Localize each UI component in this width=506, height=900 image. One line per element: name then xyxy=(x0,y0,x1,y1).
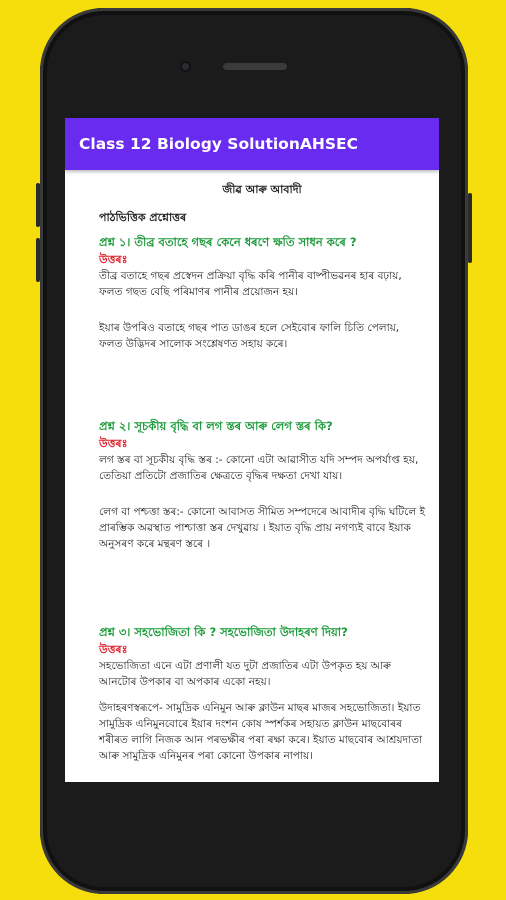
app-bar xyxy=(65,118,439,170)
question-block xyxy=(99,624,425,764)
content-scroll[interactable] xyxy=(65,170,439,764)
question-2: প্ৰশ্ন ২। সূচকীয় বৃদ্ধি বা লগ স্তৰ আৰু লেগ স্তৰ কি? xyxy=(99,419,333,433)
question-block xyxy=(99,418,425,552)
question-block xyxy=(99,234,425,352)
volume-up-button xyxy=(36,183,40,227)
answer-1-paragraph-1: তীব্ৰ বতাহে গছৰ প্ৰস্বেদন প্ৰক্ৰিয়া বৃদ্ধি কৰি পানীৰ বাষ্পীভৱনৰ হাৰ বঢ়ায়, ফলত গছত বেছি পৰিমাণৰ পানীৰ প্ৰয়োজন হয়। xyxy=(99,270,402,298)
power-button xyxy=(468,193,472,263)
earpiece-speaker xyxy=(223,63,287,70)
section-subtitle: পাঠভিত্তিক প্ৰশ্নোত্তৰ xyxy=(99,211,187,224)
front-camera xyxy=(180,61,191,72)
answer-label-1: উত্তৰঃ xyxy=(99,253,128,266)
answer-label-3: উত্তৰঃ xyxy=(99,643,128,656)
answer-label-2: উত্তৰঃ xyxy=(99,437,128,450)
answer-2-paragraph-1: লগ স্তৰ বা সূচকীয় বৃদ্ধি স্তৰ :- কোনো এটা আৱাসীত যদি সম্পদ অপৰ্যাপ্ত হয়, তেতিয়া প্ৰতিটো প্ৰজাতিৰ ক্ষেত্ৰতে বৃদ্ধিৰ দক্ষতা দেখা যায়। xyxy=(99,454,419,482)
answer-3-paragraph-2: উদাহৰণস্বৰূপে- সামুদ্ৰিক এনিমুন আৰু ক্লাউন মাছৰ মাজৰ সহভোজিতা। ইয়াত সামুদ্ৰিক এনিমুনবোৰে ইয়াৰ দংশন কোষ স্পৰ্শকৰ সহায়ত ক্লাউন মাছবোৰৰ শৰীৰত লাগি নিজক আন পৰভক্ষীৰ পৰা ৰক্ষা কৰে। ইয়াত মাছবোৰ আশ্ৰয়দাতা আৰু সামুদ্ৰিক এনিমুনৰ পৰা কোনো উপকাৰ নাপায়। xyxy=(99,702,423,762)
chapter-title: জীৱ আৰু আবাদী xyxy=(222,183,302,196)
answer-3-paragraph-1: সহভোজিতা এনে এটা প্ৰণালী যত দুটা প্ৰজাতিৰ এটা উপকৃত হয় আৰু আনটোৰ উপকাৰ বা অপকাৰ একো নহয়। xyxy=(99,660,391,688)
answer-2-paragraph-2: লেগ বা পশ্চত্তা স্তৰ:- কোনো আবাসত সীমিত সম্পদেৰে আবাদীৰ বৃদ্ধি ঘটিলে ই প্ৰাৰম্ভিক অৱস্থাত পাশ্চাত্তা স্তৰ দেখুৱায় । ইয়াত বৃদ্ধি প্ৰায় নগণ্যই বাবে ইয়াক অনুসৰণ কৰে মন্থৰণ স্তৰে । xyxy=(99,506,425,550)
volume-down-button xyxy=(36,238,40,282)
question-3: প্ৰশ্ন ৩। সহভোজিতা কি ? সহভোজিতা উদাহৰণ দিয়া? xyxy=(99,625,348,639)
question-1: প্ৰশ্ন ১। তীব্ৰ বতাহে গছৰ কেনে ধৰণে ক্ষতি সাধন কৰে ? xyxy=(99,235,357,249)
app-screen xyxy=(65,118,439,782)
answer-1-paragraph-2: ইয়াৰ উপৰিও বতাহে গছৰ পাত ডাঙৰ হলে সেইবোৰ ফালি চিতি পেলায়, ফলত উদ্ভিদৰ সালোক সংশ্লেষণত সহায় কৰে। xyxy=(99,322,400,350)
app-title: Class 12 Biology SolutionAHSEC xyxy=(79,135,358,153)
